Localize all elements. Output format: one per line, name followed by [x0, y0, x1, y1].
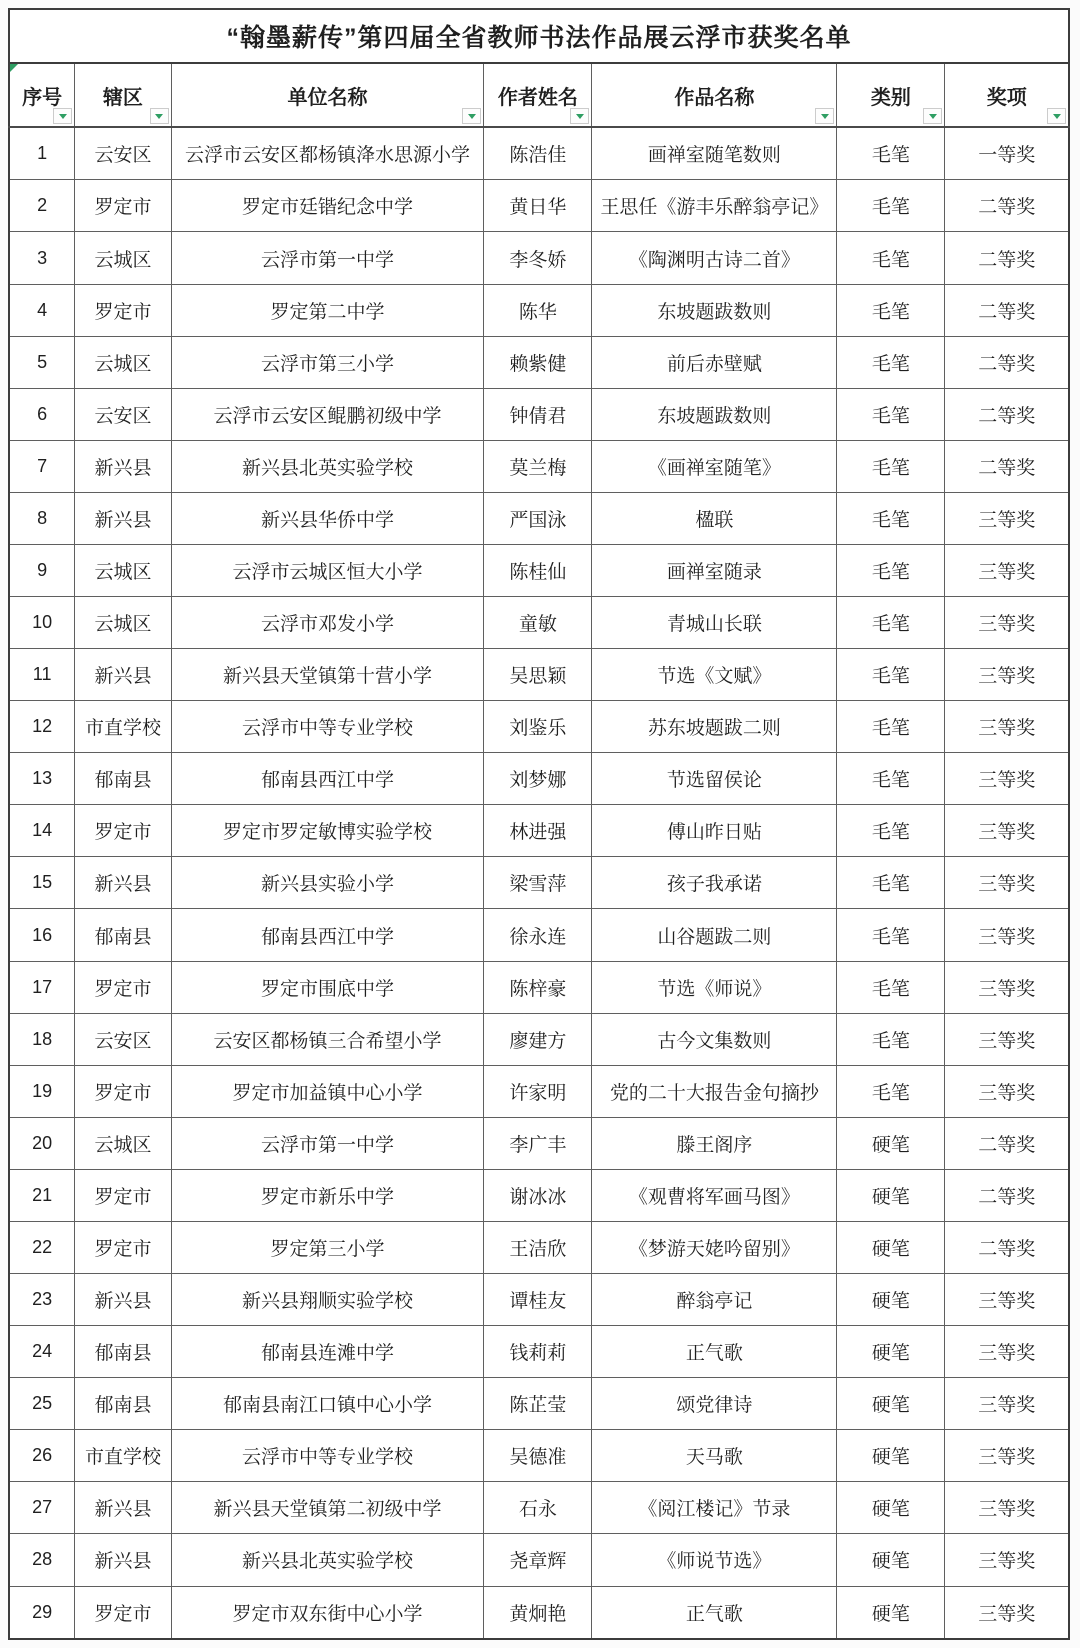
cell-author: 童敏: [484, 597, 592, 649]
cell-serial: 15: [9, 857, 75, 909]
table-row: [9, 1430, 1069, 1482]
table-row: [9, 649, 1069, 701]
cell-category: 毛笔: [837, 1065, 945, 1117]
cell-award: 三等奖: [945, 492, 1069, 544]
cell-school: 罗定市围底中学: [171, 961, 484, 1013]
cell-school: 郁南县南江口镇中心小学: [171, 1378, 484, 1430]
filter-dropdown-button[interactable]: [53, 108, 72, 124]
cell-work: 画禅室随笔数则: [592, 127, 837, 180]
cell-author: 许家明: [484, 1065, 592, 1117]
cell-award: 二等奖: [945, 440, 1069, 492]
cell-district: 郁南县: [75, 1326, 171, 1378]
award-table: [8, 8, 1070, 1640]
cell-author: 钟倩君: [484, 388, 592, 440]
cell-award: 三等奖: [945, 857, 1069, 909]
table-row: [9, 232, 1069, 284]
table-row: [9, 1117, 1069, 1169]
cell-category: 硬笔: [837, 1430, 945, 1482]
cell-district: 新兴县: [75, 1534, 171, 1586]
cell-district: 罗定市: [75, 284, 171, 336]
cell-serial: 13: [9, 753, 75, 805]
column-header-label: 作品名称: [674, 86, 755, 109]
cell-school: 云浮市中等专业学校: [171, 1430, 484, 1482]
cell-school: 云浮市中等专业学校: [171, 701, 484, 753]
table-row: [9, 961, 1069, 1013]
cell-school: 新兴县实验小学: [171, 857, 484, 909]
column-header-school: [171, 63, 484, 127]
cell-author: 刘鉴乐: [484, 701, 592, 753]
cell-work: 醉翁亭记: [592, 1274, 837, 1326]
table-row: [9, 388, 1069, 440]
cell-award: 三等奖: [945, 1274, 1069, 1326]
cell-award: 二等奖: [945, 232, 1069, 284]
cell-award: 三等奖: [945, 649, 1069, 701]
cell-category: 硬笔: [837, 1169, 945, 1221]
filter-dropdown-button[interactable]: [923, 108, 942, 124]
award-table-body: [9, 127, 1069, 1639]
cell-district: 罗定市: [75, 805, 171, 857]
table-row: [9, 1378, 1069, 1430]
cell-author: 吴思颖: [484, 649, 592, 701]
column-header-serial: [9, 63, 75, 127]
cell-serial: 5: [9, 336, 75, 388]
filter-arrow-icon: [576, 114, 584, 119]
cell-serial: 22: [9, 1221, 75, 1273]
column-header-district: [75, 63, 171, 127]
table-row: [9, 753, 1069, 805]
cell-work: 《画禅室随笔》: [592, 440, 837, 492]
cell-author: 陈梓豪: [484, 961, 592, 1013]
table-row: [9, 1065, 1069, 1117]
cell-serial: 16: [9, 909, 75, 961]
cell-category: 毛笔: [837, 492, 945, 544]
cell-work: 《师说节选》: [592, 1534, 837, 1586]
cell-work: 《阅江楼记》节录: [592, 1482, 837, 1534]
cell-award: 一等奖: [945, 127, 1069, 180]
cell-work: 节选《文赋》: [592, 649, 837, 701]
cell-work: 画禅室随录: [592, 544, 837, 596]
cell-serial: 8: [9, 492, 75, 544]
table-row: [9, 492, 1069, 544]
cell-author: 刘梦娜: [484, 753, 592, 805]
cell-serial: 4: [9, 284, 75, 336]
cell-category: 毛笔: [837, 649, 945, 701]
filter-arrow-icon: [821, 114, 829, 119]
cell-school: 罗定第二中学: [171, 284, 484, 336]
cell-district: 新兴县: [75, 857, 171, 909]
cell-category: 毛笔: [837, 753, 945, 805]
cell-work: 节选留侯论: [592, 753, 837, 805]
table-row: [9, 1274, 1069, 1326]
cell-school: 郁南县连滩中学: [171, 1326, 484, 1378]
cell-district: 罗定市: [75, 961, 171, 1013]
cell-serial: 18: [9, 1013, 75, 1065]
cell-work: 正气歌: [592, 1326, 837, 1378]
cell-award: 三等奖: [945, 1534, 1069, 1586]
cell-district: 郁南县: [75, 1378, 171, 1430]
cell-district: 云城区: [75, 544, 171, 596]
column-header-label: 单位名称: [287, 86, 368, 109]
cell-work: 东坡题跋数则: [592, 388, 837, 440]
page-title: “翰墨薪传”第四届全省教师书法作品展云浮市获奖名单: [9, 9, 1069, 63]
cell-district: 新兴县: [75, 649, 171, 701]
table-row: [9, 1482, 1069, 1534]
cell-school: 罗定市双东街中心小学: [171, 1586, 484, 1639]
column-header-category: [837, 63, 945, 127]
cell-school: 云浮市云城区恒大小学: [171, 544, 484, 596]
cell-school: 云浮市第一中学: [171, 232, 484, 284]
cell-award: 三等奖: [945, 961, 1069, 1013]
filter-dropdown-button[interactable]: [1047, 108, 1066, 124]
filter-arrow-icon: [155, 114, 163, 119]
cell-school: 新兴县华侨中学: [171, 492, 484, 544]
cell-author: 谭桂友: [484, 1274, 592, 1326]
cell-category: 毛笔: [837, 961, 945, 1013]
filter-dropdown-button[interactable]: [815, 108, 834, 124]
cell-school: 罗定第三小学: [171, 1221, 484, 1273]
cell-author: 陈桂仙: [484, 544, 592, 596]
cell-award: 三等奖: [945, 909, 1069, 961]
cell-author: 莫兰梅: [484, 440, 592, 492]
cell-author: 黄炯艳: [484, 1586, 592, 1639]
cell-author: 黄日华: [484, 180, 592, 232]
table-row: [9, 440, 1069, 492]
cell-category: 毛笔: [837, 805, 945, 857]
table-row: [9, 180, 1069, 232]
cell-district: 云安区: [75, 388, 171, 440]
cell-work: 节选《师说》: [592, 961, 837, 1013]
filter-arrow-icon: [1053, 114, 1061, 119]
cell-district: 郁南县: [75, 909, 171, 961]
cell-category: 毛笔: [837, 388, 945, 440]
cell-category: 毛笔: [837, 336, 945, 388]
cell-author: 钱莉莉: [484, 1326, 592, 1378]
cell-district: 云城区: [75, 232, 171, 284]
filter-dropdown-button[interactable]: [462, 108, 481, 124]
cell-serial: 23: [9, 1274, 75, 1326]
header-row: [9, 63, 1069, 127]
table-row: [9, 127, 1069, 180]
cell-author: 陈浩佳: [484, 127, 592, 180]
cell-school: 罗定市罗定敏博实验学校: [171, 805, 484, 857]
cell-category: 硬笔: [837, 1274, 945, 1326]
cell-award: 二等奖: [945, 1117, 1069, 1169]
cell-author: 王洁欣: [484, 1221, 592, 1273]
cell-category: 毛笔: [837, 857, 945, 909]
column-header-label: 奖项: [986, 86, 1027, 109]
cell-district: 云安区: [75, 1013, 171, 1065]
cell-district: 罗定市: [75, 1169, 171, 1221]
cell-district: 新兴县: [75, 1274, 171, 1326]
cell-school: 罗定市新乐中学: [171, 1169, 484, 1221]
cell-serial: 9: [9, 544, 75, 596]
column-header-award: [945, 63, 1069, 127]
cell-award: 三等奖: [945, 701, 1069, 753]
cell-school: 新兴县天堂镇第二初级中学: [171, 1482, 484, 1534]
table-row: [9, 544, 1069, 596]
cell-category: 毛笔: [837, 701, 945, 753]
cell-category: 毛笔: [837, 232, 945, 284]
cell-school: 新兴县天堂镇第十营小学: [171, 649, 484, 701]
column-header-label: 序号: [22, 86, 63, 109]
cell-author: 李广丰: [484, 1117, 592, 1169]
cell-district: 罗定市: [75, 1065, 171, 1117]
cell-serial: 27: [9, 1482, 75, 1534]
cell-district: 云城区: [75, 1117, 171, 1169]
cell-serial: 3: [9, 232, 75, 284]
cell-category: 硬笔: [837, 1326, 945, 1378]
table-row: [9, 701, 1069, 753]
cell-author: 谢冰冰: [484, 1169, 592, 1221]
cell-author: 赖紫健: [484, 336, 592, 388]
cell-work: 正气歌: [592, 1586, 837, 1639]
cell-author: 廖建方: [484, 1013, 592, 1065]
cell-school: 云浮市云安区都杨镇洚水思源小学: [171, 127, 484, 180]
cell-author: 吴德准: [484, 1430, 592, 1482]
green-corner-flag-icon: [10, 64, 18, 72]
table-row: [9, 336, 1069, 388]
cell-serial: 14: [9, 805, 75, 857]
cell-author: 严国泳: [484, 492, 592, 544]
cell-author: 梁雪萍: [484, 857, 592, 909]
cell-award: 三等奖: [945, 1326, 1069, 1378]
cell-author: 陈华: [484, 284, 592, 336]
cell-district: 郁南县: [75, 753, 171, 805]
cell-district: 市直学校: [75, 701, 171, 753]
cell-category: 毛笔: [837, 544, 945, 596]
cell-category: 硬笔: [837, 1586, 945, 1639]
cell-work: 楹联: [592, 492, 837, 544]
filter-arrow-icon: [59, 114, 67, 119]
cell-category: 硬笔: [837, 1534, 945, 1586]
column-header-author: [484, 63, 592, 127]
cell-work: 天马歌: [592, 1430, 837, 1482]
cell-award: 三等奖: [945, 1065, 1069, 1117]
table-row: [9, 805, 1069, 857]
cell-work: 傅山昨日贴: [592, 805, 837, 857]
cell-award: 三等奖: [945, 1482, 1069, 1534]
cell-serial: 28: [9, 1534, 75, 1586]
cell-serial: 24: [9, 1326, 75, 1378]
cell-school: 罗定市加益镇中心小学: [171, 1065, 484, 1117]
cell-serial: 11: [9, 649, 75, 701]
cell-district: 罗定市: [75, 1586, 171, 1639]
cell-work: 王思任《游丰乐醉翁亭记》: [592, 180, 837, 232]
table-row: [9, 1326, 1069, 1378]
cell-serial: 25: [9, 1378, 75, 1430]
cell-work: 苏东坡题跋二则: [592, 701, 837, 753]
cell-serial: 1: [9, 127, 75, 180]
cell-district: 罗定市: [75, 1221, 171, 1273]
cell-award: 三等奖: [945, 753, 1069, 805]
cell-category: 硬笔: [837, 1378, 945, 1430]
cell-category: 硬笔: [837, 1117, 945, 1169]
cell-school: 云浮市第一中学: [171, 1117, 484, 1169]
cell-work: 党的二十大报告金句摘抄: [592, 1065, 837, 1117]
cell-serial: 7: [9, 440, 75, 492]
column-header-label: 辖区: [102, 86, 143, 109]
table-row: [9, 857, 1069, 909]
cell-work: 古今文集数则: [592, 1013, 837, 1065]
cell-district: 云城区: [75, 597, 171, 649]
column-header-work: [592, 63, 837, 127]
cell-author: 石永: [484, 1482, 592, 1534]
cell-work: 前后赤壁赋: [592, 336, 837, 388]
cell-award: 二等奖: [945, 1169, 1069, 1221]
cell-category: 毛笔: [837, 597, 945, 649]
cell-serial: 2: [9, 180, 75, 232]
cell-work: 颂党律诗: [592, 1378, 837, 1430]
table-row: [9, 1586, 1069, 1639]
table-row: [9, 597, 1069, 649]
cell-category: 硬笔: [837, 1482, 945, 1534]
cell-category: 硬笔: [837, 1221, 945, 1273]
table-row: [9, 1169, 1069, 1221]
cell-category: 毛笔: [837, 1013, 945, 1065]
cell-school: 新兴县北英实验学校: [171, 440, 484, 492]
table-row: [9, 284, 1069, 336]
cell-work: 《陶渊明古诗二首》: [592, 232, 837, 284]
cell-award: 三等奖: [945, 1013, 1069, 1065]
cell-work: 滕王阁序: [592, 1117, 837, 1169]
cell-award: 三等奖: [945, 1430, 1069, 1482]
cell-award: 三等奖: [945, 544, 1069, 596]
table-row: [9, 1534, 1069, 1586]
cell-work: 孩子我承诺: [592, 857, 837, 909]
cell-award: 二等奖: [945, 336, 1069, 388]
cell-category: 毛笔: [837, 127, 945, 180]
cell-work: 山谷题跋二则: [592, 909, 837, 961]
cell-district: 云城区: [75, 336, 171, 388]
cell-district: 罗定市: [75, 180, 171, 232]
cell-serial: 21: [9, 1169, 75, 1221]
cell-award: 二等奖: [945, 388, 1069, 440]
cell-work: 《梦游天姥吟留别》: [592, 1221, 837, 1273]
cell-work: 东坡题跋数则: [592, 284, 837, 336]
cell-author: 林进强: [484, 805, 592, 857]
cell-award: 二等奖: [945, 180, 1069, 232]
cell-award: 三等奖: [945, 1378, 1069, 1430]
cell-school: 云浮市云安区鲲鹏初级中学: [171, 388, 484, 440]
cell-author: 尧章辉: [484, 1534, 592, 1586]
cell-school: 云安区都杨镇三合希望小学: [171, 1013, 484, 1065]
cell-award: 二等奖: [945, 1221, 1069, 1273]
table-row: [9, 1221, 1069, 1273]
cell-school: 郁南县西江中学: [171, 909, 484, 961]
cell-serial: 19: [9, 1065, 75, 1117]
cell-school: 云浮市邓发小学: [171, 597, 484, 649]
title-row: [9, 9, 1069, 63]
cell-school: 新兴县翔顺实验学校: [171, 1274, 484, 1326]
cell-award: 三等奖: [945, 597, 1069, 649]
cell-author: 李冬娇: [484, 232, 592, 284]
filter-arrow-icon: [468, 114, 476, 119]
cell-category: 毛笔: [837, 440, 945, 492]
cell-school: 罗定市廷锴纪念中学: [171, 180, 484, 232]
cell-author: 徐永连: [484, 909, 592, 961]
filter-arrow-icon: [929, 114, 937, 119]
cell-serial: 26: [9, 1430, 75, 1482]
cell-school: 云浮市第三小学: [171, 336, 484, 388]
cell-serial: 6: [9, 388, 75, 440]
cell-district: 新兴县: [75, 1482, 171, 1534]
cell-work: 青城山长联: [592, 597, 837, 649]
column-header-label: 作者姓名: [497, 86, 578, 109]
cell-district: 新兴县: [75, 440, 171, 492]
cell-serial: 12: [9, 701, 75, 753]
filter-dropdown-button[interactable]: [570, 108, 589, 124]
cell-category: 毛笔: [837, 284, 945, 336]
cell-district: 市直学校: [75, 1430, 171, 1482]
cell-serial: 17: [9, 961, 75, 1013]
cell-author: 陈芷莹: [484, 1378, 592, 1430]
cell-school: 新兴县北英实验学校: [171, 1534, 484, 1586]
table-row: [9, 909, 1069, 961]
cell-award: 二等奖: [945, 284, 1069, 336]
cell-category: 毛笔: [837, 909, 945, 961]
column-header-label: 类别: [870, 86, 911, 109]
cell-category: 毛笔: [837, 180, 945, 232]
cell-serial: 10: [9, 597, 75, 649]
filter-dropdown-button[interactable]: [150, 108, 169, 124]
cell-serial: 29: [9, 1586, 75, 1639]
award-table-sheet: [8, 8, 1070, 1640]
table-row: [9, 1013, 1069, 1065]
cell-district: 新兴县: [75, 492, 171, 544]
cell-award: 三等奖: [945, 805, 1069, 857]
cell-serial: 20: [9, 1117, 75, 1169]
cell-work: 《观曹将军画马图》: [592, 1169, 837, 1221]
cell-award: 三等奖: [945, 1586, 1069, 1639]
cell-school: 郁南县西江中学: [171, 753, 484, 805]
cell-district: 云安区: [75, 127, 171, 180]
